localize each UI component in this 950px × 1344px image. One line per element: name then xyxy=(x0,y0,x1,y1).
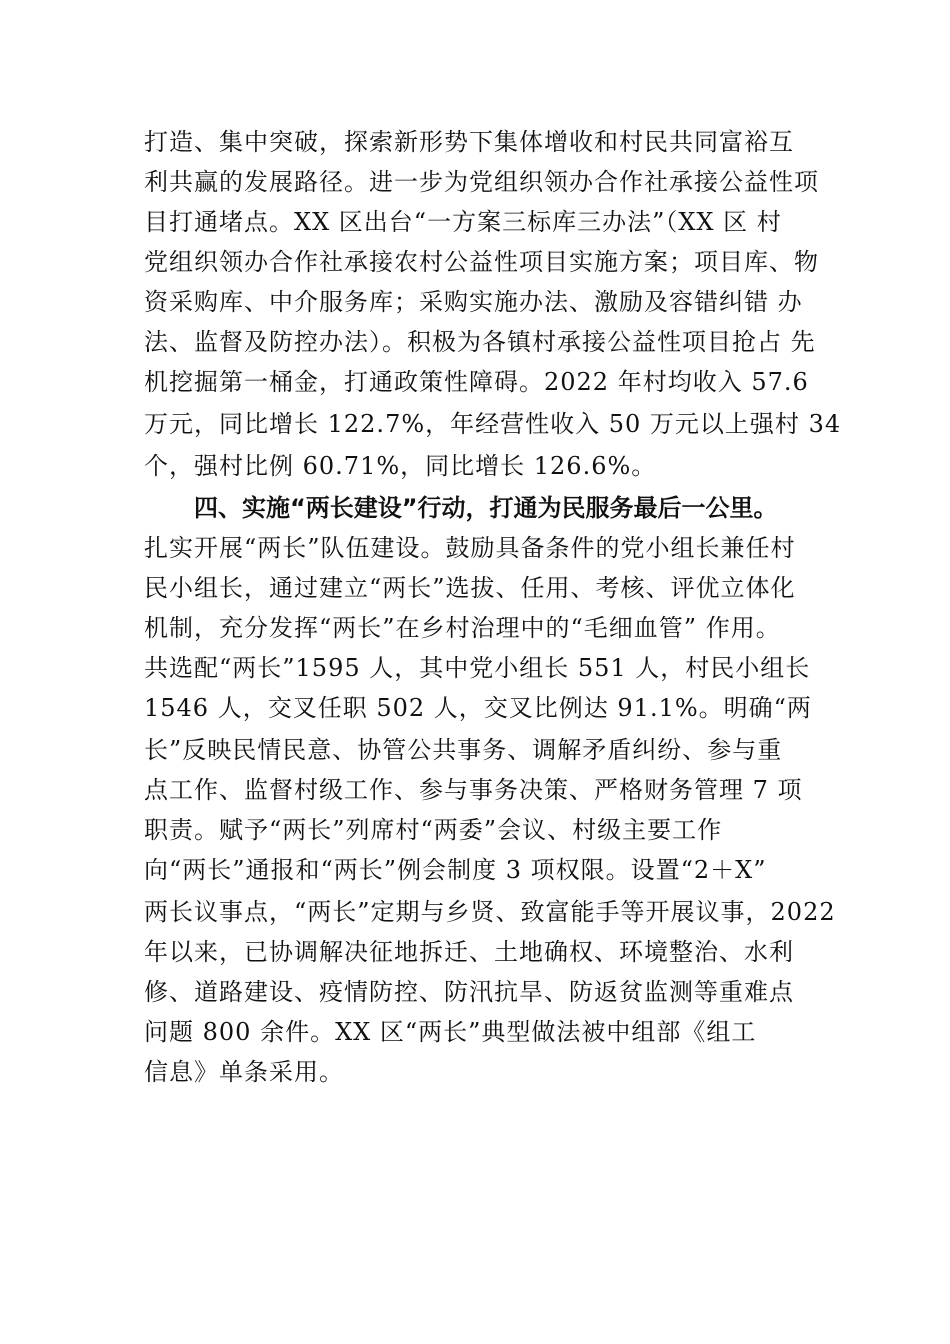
paragraph-line: 点工作、监督村级工作、参与事务决策、严格财务管理 7 项 xyxy=(144,776,803,804)
paragraph-line: 机制，充分发挥“两长”在乡村治理中的“毛细血管” 作用。 xyxy=(144,614,781,642)
paragraph-line: 党组织领办合作社承接农村公益性项目实施方案；项目库、物 xyxy=(144,248,819,276)
document-body xyxy=(144,122,842,1092)
paragraph-line: 两长议事点，“两长”定期与乡贤、致富能手等开展议事，2022 xyxy=(144,898,836,926)
paragraph-line: 年以来，已协调解决征地拆迁、土地确权、环境整治、水利 xyxy=(144,938,794,966)
paragraph-line: 修、道路建设、疫情防控、防汛抗旱、防返贫监测等重难点 xyxy=(144,978,794,1006)
paragraph-line: 民小组长，通过建立“两长”选拔、任用、考核、评优立体化 xyxy=(144,574,796,602)
paragraph-line: 共选配“两长”1595 人，其中党小组长 551 人，村民小组长 xyxy=(144,654,811,682)
paragraph-line: 法、监督及防控办法）。积极为各镇村承接公益性项目抢占 先 xyxy=(144,328,816,356)
section-heading: 四、实施“两长建设”行动，打通为民服务最后一公里。 xyxy=(194,494,778,522)
paragraph-line: 打造、集中突破，探索新形势下集体增收和村民共同富裕互 xyxy=(144,128,794,156)
paragraph-line: 问题 800 余件。XX 区“两长”典型做法被中组部《组工 xyxy=(144,1018,757,1046)
paragraph-line: 1546 人，交叉任职 502 人，交叉比例达 91.1%。明确“两 xyxy=(144,694,812,722)
paragraph-line: 利共赢的发展路径。进一步为党组织领办合作社承接公益性项 xyxy=(144,168,819,196)
paragraph-line: 长”反映民情民意、协管公共事务、调解矛盾纠纷、参与重 xyxy=(144,736,783,764)
paragraph-line: 目打通堵点。XX 区出台“一方案三标库三办法”（XX 区 村 xyxy=(144,208,782,236)
paragraph-line: 个，强村比例 60.71%，同比增长 126.6%。 xyxy=(144,452,657,480)
paragraph-line: 信息》单条采用。 xyxy=(144,1058,344,1086)
paragraph-line: 向“两长”通报和“两长”例会制度 3 项权限。设置“2＋X” xyxy=(144,856,767,884)
paragraph-line: 职责。赋予“两长”列席村“两委”会议、村级主要工作 xyxy=(144,816,723,844)
paragraph-line: 万元，同比增长 122.7%，年经营性收入 50 万元以上强村 34 xyxy=(144,410,842,438)
paragraph-line: 扎实开展“两长”队伍建设。鼓励具备条件的党小组长兼任村 xyxy=(144,534,796,562)
paragraph-line: 资采购库、中介服务库；采购实施办法、激励及容错纠错 办 xyxy=(144,288,803,316)
paragraph-line: 机挖掘第一桶金，打通政策性障碍。2022 年村均收入 57.6 xyxy=(144,368,809,396)
